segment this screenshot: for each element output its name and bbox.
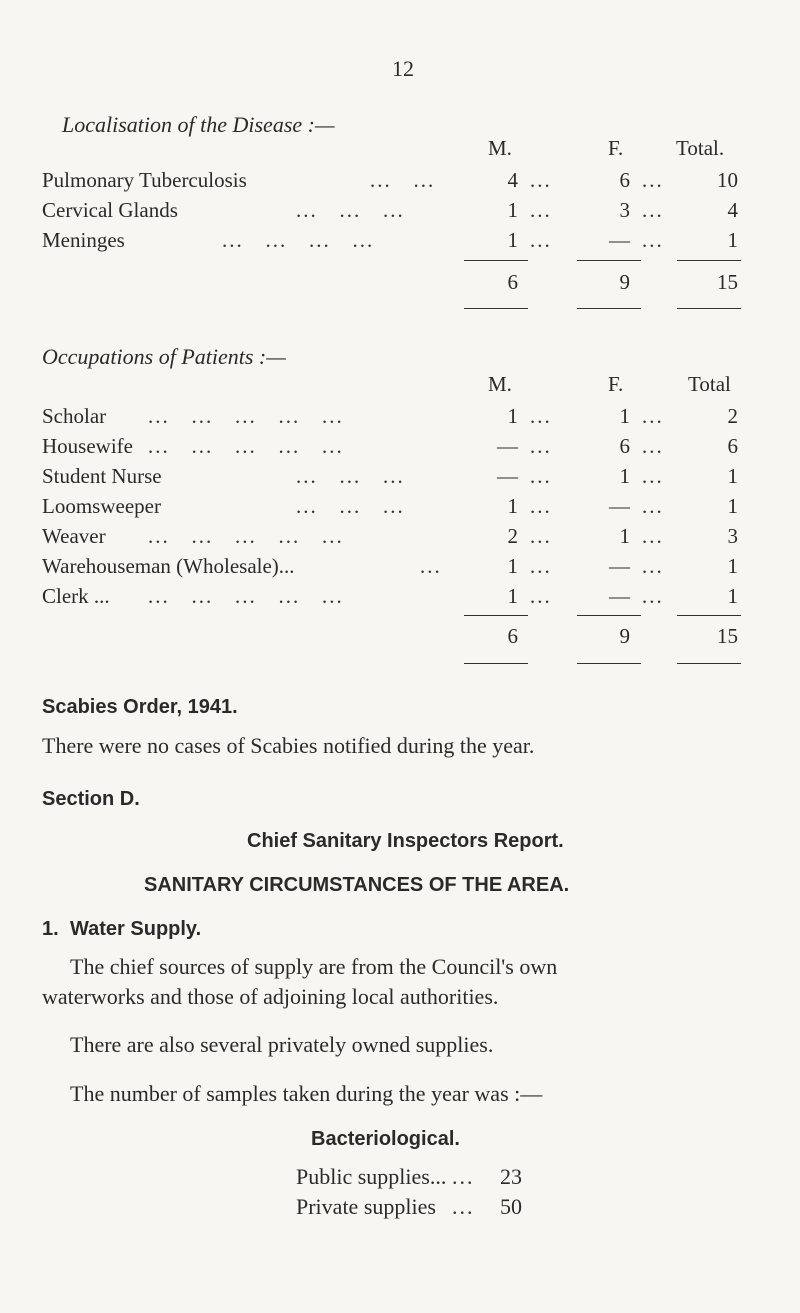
- leader-dots: ...: [642, 228, 664, 252]
- sum-rule: [577, 663, 641, 664]
- paragraph: The chief sources of supply are from the Council's own: [70, 954, 558, 979]
- leader-dots: ...: [642, 464, 664, 488]
- leader-dots: ...: [452, 1194, 475, 1219]
- row-label: Pulmonary Tuberculosis: [42, 168, 247, 192]
- total-total: 15: [717, 270, 738, 294]
- col-f-header: F.: [608, 372, 624, 396]
- row-label: Clerk ...: [42, 584, 110, 608]
- leader-dots: ... ... ... ... ...: [148, 584, 344, 608]
- value-total: 1: [727, 494, 738, 518]
- value-f: 1: [619, 524, 630, 548]
- item-number: 1.: [42, 918, 59, 940]
- leader-dots: ...: [452, 1164, 475, 1189]
- value-m: 1: [507, 584, 518, 608]
- scabies-text: There were no cases of Scabies notified during the year.: [42, 733, 535, 758]
- leader-dots: ...: [530, 168, 552, 192]
- value-f: 6: [619, 434, 630, 458]
- row-label: Weaver: [42, 524, 106, 548]
- leader-dots: ...: [530, 198, 552, 222]
- sample-value: 50: [500, 1194, 522, 1219]
- leader-dots: ...: [642, 584, 664, 608]
- col-m-header: M.: [488, 372, 512, 396]
- row-label: Loomsweeper: [42, 494, 161, 518]
- value-f: 1: [619, 464, 630, 488]
- leader-dots: ...: [530, 584, 552, 608]
- leader-dots: ...: [530, 524, 552, 548]
- value-total: 1: [727, 554, 738, 578]
- row-label: Scholar: [42, 404, 107, 428]
- sample-label: Private supplies: [296, 1194, 436, 1219]
- leader-dots: ...: [642, 434, 664, 458]
- value-m: 2: [507, 524, 518, 548]
- leader-dots: ... ... ... ...: [222, 228, 375, 252]
- total-m: 6: [507, 624, 518, 648]
- section-d-heading: Section D.: [42, 788, 140, 810]
- leader-dots: ... ... ... ... ...: [148, 404, 344, 428]
- leader-dots: ... ... ...: [296, 494, 405, 518]
- leader-dots: ...: [642, 168, 664, 192]
- total-m: 6: [507, 270, 518, 294]
- occupations-heading: Occupations of Patients :—: [42, 344, 286, 369]
- sample-label: Public supplies...: [296, 1164, 447, 1189]
- value-total: 3: [727, 524, 738, 548]
- item-title: Water Supply.: [70, 918, 202, 940]
- leader-dots: ...: [642, 524, 664, 548]
- leader-dots: ...: [642, 494, 664, 518]
- sum-rule: [577, 260, 641, 261]
- scabies-heading: Scabies Order, 1941.: [42, 696, 238, 718]
- leader-dots: ...: [642, 198, 664, 222]
- row-label: Student Nurse: [42, 464, 162, 488]
- value-m: 4: [507, 168, 518, 192]
- sample-value: 23: [500, 1164, 522, 1189]
- row-label: Cervical Glands: [42, 198, 178, 222]
- leader-dots: ...: [420, 554, 442, 578]
- report-title: Chief Sanitary Inspectors Report.: [247, 830, 564, 852]
- value-m: —: [497, 434, 518, 458]
- leader-dots: ...: [530, 554, 552, 578]
- value-f: —: [609, 554, 630, 578]
- value-f: —: [609, 494, 630, 518]
- value-total: 2: [727, 404, 738, 428]
- paragraph: The number of samples taken during the year was :—: [70, 1081, 543, 1106]
- paragraph: waterworks and those of adjoining local authorities.: [42, 984, 499, 1009]
- sum-rule: [677, 663, 741, 664]
- col-f-header: F.: [608, 136, 624, 160]
- leader-dots: ...: [642, 404, 664, 428]
- sum-rule: [577, 615, 641, 616]
- leader-dots: ...: [530, 404, 552, 428]
- value-total: 1: [727, 584, 738, 608]
- value-total: 1: [727, 228, 738, 252]
- sum-rule: [464, 615, 528, 616]
- leader-dots: ... ... ... ... ...: [148, 434, 344, 458]
- leader-dots: ...: [642, 554, 664, 578]
- col-total-header: Total: [688, 372, 731, 396]
- value-m: 1: [507, 198, 518, 222]
- sum-rule: [464, 663, 528, 664]
- sum-rule: [464, 260, 528, 261]
- value-total: 1: [727, 464, 738, 488]
- value-total: 6: [727, 434, 738, 458]
- leader-dots: ... ... ...: [296, 464, 405, 488]
- value-total: 4: [727, 198, 738, 222]
- value-f: 3: [619, 198, 630, 222]
- total-f: 9: [619, 624, 630, 648]
- col-total-header: Total.: [676, 136, 725, 160]
- leader-dots: ... ...: [370, 168, 436, 192]
- localisation-heading: Localisation of the Disease :—: [62, 112, 335, 137]
- sum-rule: [677, 260, 741, 261]
- bacteriological-heading: Bacteriological.: [311, 1128, 460, 1150]
- leader-dots: ...: [530, 228, 552, 252]
- paragraph: There are also several privately owned supplies.: [70, 1032, 494, 1057]
- leader-dots: ...: [530, 494, 552, 518]
- value-m: —: [497, 464, 518, 488]
- leader-dots: ...: [530, 464, 552, 488]
- value-m: 1: [507, 404, 518, 428]
- value-m: 1: [507, 494, 518, 518]
- value-f: —: [609, 584, 630, 608]
- sum-rule: [677, 615, 741, 616]
- leader-dots: ... ... ...: [296, 198, 405, 222]
- leader-dots: ... ... ... ... ...: [148, 524, 344, 548]
- total-total: 15: [717, 624, 738, 648]
- row-label: Warehouseman (Wholesale)...: [42, 554, 295, 578]
- row-label: Meninges: [42, 228, 125, 252]
- value-m: 1: [507, 228, 518, 252]
- value-f: 6: [619, 168, 630, 192]
- value-f: —: [609, 228, 630, 252]
- value-m: 1: [507, 554, 518, 578]
- row-label: Housewife: [42, 434, 133, 458]
- col-m-header: M.: [488, 136, 512, 160]
- leader-dots: ...: [530, 434, 552, 458]
- sum-rule: [577, 308, 641, 309]
- report-subtitle: SANITARY CIRCUMSTANCES OF THE AREA.: [144, 874, 570, 896]
- value-f: 1: [619, 404, 630, 428]
- page-number: 12: [392, 56, 414, 81]
- total-f: 9: [619, 270, 630, 294]
- sum-rule: [464, 308, 528, 309]
- value-total: 10: [717, 168, 738, 192]
- sum-rule: [677, 308, 741, 309]
